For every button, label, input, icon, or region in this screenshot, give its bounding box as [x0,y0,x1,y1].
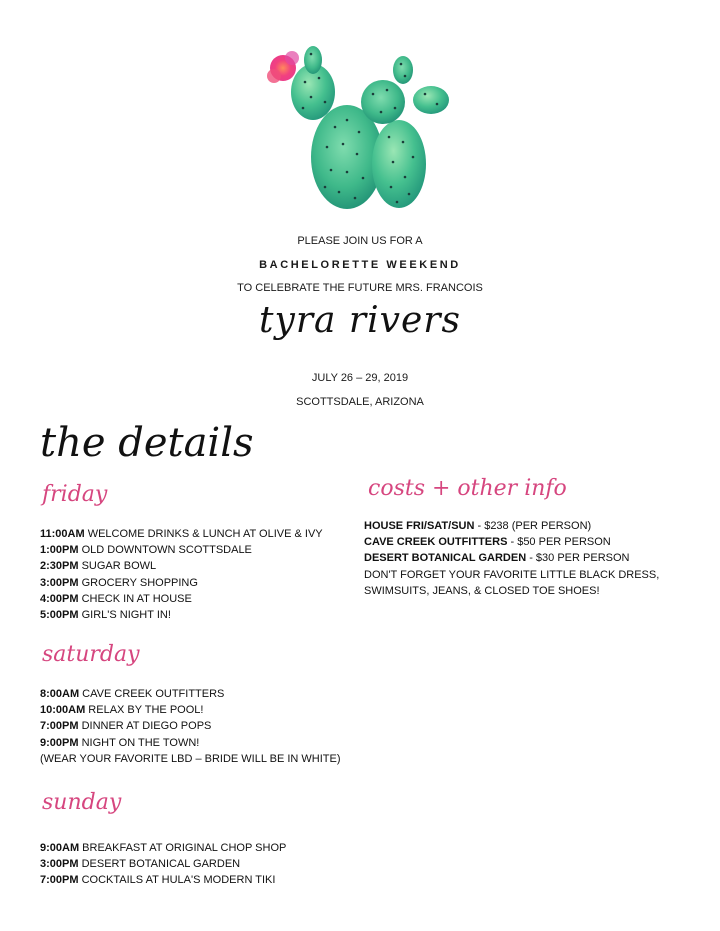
costs-heading: costs + other info [368,476,567,501]
list-item [40,575,323,591]
cost-name: CAVE CREEK OUTFITTERS [364,536,508,549]
bride-name: tyra rivers [259,300,461,341]
item-text: GIRL'S NIGHT IN! [78,609,171,622]
item-text: CAVE CREEK OUTFITTERS [79,688,225,700]
item-text: DESERT BOTANICAL GARDEN [78,858,241,871]
list-item [40,840,286,856]
item-time: 1:00PM [40,544,79,557]
item-time: 7:00PM [40,720,79,733]
list-item [40,542,323,558]
item-time: 7:00PM [40,874,79,887]
list-item [40,607,323,623]
list-item [40,856,286,872]
item-time: 10:00AM [40,704,86,717]
invite-line-3: TO CELEBRATE THE FUTURE MRS. FRANCOIS [237,282,483,294]
item-time: 5:00PM [40,609,79,622]
list-item [40,558,323,574]
item-time: 2:30PM [40,560,79,573]
item-text: COCKTAILS AT HULA'S MODERN TIKI [78,874,276,887]
list-item [40,718,341,734]
cactus-illustration [255,42,455,220]
item-time: 3:00PM [40,576,79,589]
friday-schedule [40,526,323,623]
saturday-note: (WEAR YOUR FAVORITE LBD – BRIDE WILL BE IN WHITE) [40,752,341,765]
costs-note-2: SWIMSUITS, JEANS, & CLOSED TOE SHOES! [364,584,600,597]
list-item [40,872,286,888]
item-text: SUGAR BOWL [78,560,157,573]
cost-name: HOUSE FRI/SAT/SUN [364,520,475,532]
list-item [40,591,323,607]
item-text: NIGHT ON THE TOWN! [78,736,200,749]
item-text: GROCERY SHOPPING [78,576,198,589]
cost-name: DESERT BOTANICAL GARDEN [364,552,527,565]
costs-list [364,518,659,599]
item-time: 3:00PM [40,858,79,871]
event-title: BACHELORETTE WEEKEND [259,259,461,271]
list-item [40,702,341,718]
item-text: RELAX BY THE POOL! [85,704,204,717]
item-time: 4:00PM [40,592,79,605]
item-text: DINNER AT DIEGO POPS [78,720,212,733]
cost-item [364,534,659,550]
cost-item [364,518,659,534]
item-time: 9:00PM [40,736,79,749]
event-location: SCOTTSDALE, ARIZONA [296,396,424,408]
item-time: 9:00AM [40,842,80,854]
item-text: BREAKFAST AT ORIGINAL CHOP SHOP [79,842,287,854]
list-item [40,686,341,702]
saturday-heading: saturday [42,642,140,667]
cost-item [364,550,659,566]
item-time: 8:00AM [40,688,80,700]
friday-heading: friday [42,482,108,507]
cost-text: - $50 PER PERSON [507,536,611,549]
cost-text: - $238 (PER PERSON) [474,520,592,532]
details-title: the details [40,420,254,466]
item-time: 11:00AM [40,528,85,540]
list-item [40,526,323,542]
item-text: CHECK IN AT HOUSE [78,592,192,605]
cost-text: - $30 PER PERSON [526,552,630,565]
item-text: OLD DOWNTOWN SCOTTSDALE [78,544,252,557]
saturday-schedule [40,686,341,767]
list-item [40,735,341,751]
sunday-heading: sunday [42,790,122,815]
sunday-schedule [40,840,286,889]
item-text: WELCOME DRINKS & LUNCH AT OLIVE & IVY [84,528,323,540]
costs-note-1: DON'T FORGET YOUR FAVORITE LITTLE BLACK DRESS, [364,568,660,581]
event-dates: JULY 26 – 29, 2019 [311,372,409,384]
invite-line-1: PLEASE JOIN US FOR A [297,235,423,247]
